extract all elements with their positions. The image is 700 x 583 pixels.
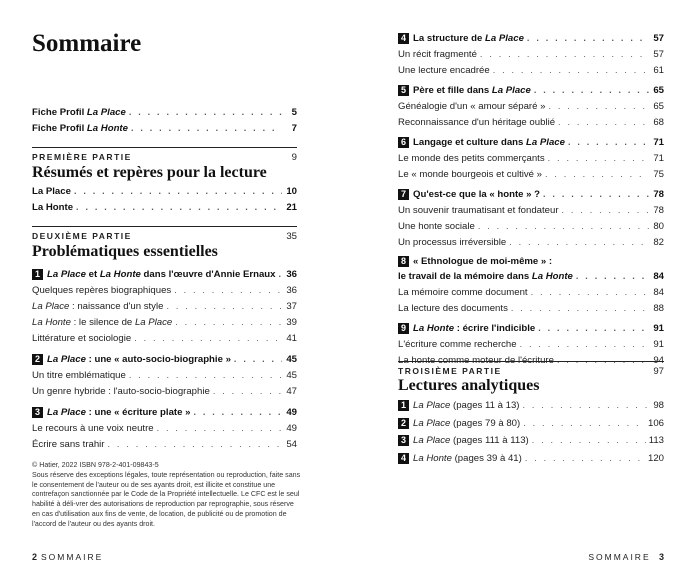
leader-dots (545, 166, 649, 182)
toc-entry[interactable] (398, 166, 664, 182)
section-number-badge: 6 (398, 137, 409, 148)
leader-dots (193, 404, 282, 420)
entry-title (398, 187, 540, 203)
title-text: Le « monde bourgeois et cultivé » (398, 169, 542, 180)
title-italic: La Place (413, 435, 451, 446)
entry-title (398, 99, 545, 115)
title-text: Généalogie d'un « amour séparé » (398, 101, 546, 112)
section-number-badge: 3 (398, 435, 409, 446)
title-text: Un processus irréversible (398, 237, 507, 248)
title-text: L'écriture comme recherche (398, 339, 517, 350)
entry-title (398, 416, 520, 432)
title-italic: La Honte (32, 317, 71, 328)
leader-dots (525, 450, 645, 466)
entry-title (32, 421, 154, 437)
page-number: 113 (648, 435, 664, 446)
footer-label: SOMMAIRE (41, 552, 104, 562)
section-heading-8-line2[interactable] (398, 268, 664, 284)
page-number: 47 (286, 386, 297, 397)
page-number: 80 (653, 221, 664, 232)
title-text: dans l'œuvre d'Annie Ernaux (140, 269, 276, 280)
toc-entry[interactable] (398, 62, 664, 78)
leader-dots (534, 82, 649, 98)
entry-title (32, 405, 190, 421)
analytic-reading-1[interactable] (398, 397, 664, 413)
title-text: La lecture des documents (398, 303, 508, 314)
part-page: 9 (291, 152, 297, 163)
toc-entry-la-honte[interactable]: La Honte . . . 21 (32, 199, 297, 215)
page-number: 37 (286, 301, 297, 312)
entry-title (398, 63, 490, 79)
title-text: Un titre emblématique (32, 370, 126, 381)
section-number-badge: 9 (398, 323, 409, 334)
section-heading-2[interactable] (32, 351, 297, 367)
section-heading-7[interactable] (398, 186, 664, 202)
page-number: 41 (286, 333, 297, 344)
entry-title (398, 337, 517, 353)
section-number-badge: 1 (398, 400, 409, 411)
part3-list (398, 397, 664, 466)
toc-entry-fiche-honte[interactable]: Fiche Profil La Honte . . . 7 (32, 120, 297, 136)
toc-entry-la-place[interactable]: La Place . . . 10 (32, 183, 297, 199)
section-number-badge: 1 (32, 269, 43, 280)
leader-dots (511, 300, 649, 316)
entry-title (398, 433, 529, 449)
toc-entry[interactable] (398, 218, 664, 234)
page-number: 45 (286, 370, 297, 381)
title-text: Reconnaissance d'un héritage oublié (398, 117, 556, 128)
leader-dots (548, 150, 649, 166)
page-number: 91 (653, 323, 664, 334)
toc-entry[interactable] (398, 202, 664, 218)
copyright-line: © Hatier, 2022 ISBN 978-2-401-09843-5 (32, 461, 159, 469)
part2-list (32, 266, 297, 452)
entry-title (32, 299, 163, 315)
leader-dots (478, 218, 649, 234)
title-text: Quelques repères biographiques (32, 285, 172, 296)
analytic-reading-3[interactable] (398, 432, 664, 448)
toc-entry[interactable] (398, 234, 664, 250)
entry-title (398, 151, 545, 167)
title-italic: La Place (413, 400, 451, 411)
leader-dots (509, 234, 649, 250)
part-header-3 (398, 361, 664, 377)
title-text: : naissance d'un style (69, 301, 164, 312)
entry-title (398, 219, 475, 235)
page-number: 21 (286, 202, 297, 213)
leader-dots (493, 62, 649, 78)
leader-dots (558, 114, 649, 130)
part-label: DEUXIÈME PARTIE (32, 231, 132, 241)
leader-dots (175, 314, 282, 330)
toc-entry[interactable] (32, 420, 297, 436)
entry-title (398, 167, 542, 183)
legal-notice (32, 461, 302, 530)
entry-title (32, 384, 210, 400)
entry-title (398, 83, 531, 99)
title-text: et (85, 269, 100, 280)
page-number: 98 (653, 400, 664, 411)
page-number: 65 (653, 85, 664, 96)
toc-entry[interactable] (398, 150, 664, 166)
entry-title (32, 368, 126, 384)
entry-title (398, 451, 522, 467)
title-text: le travail de la mémoire dans (398, 271, 532, 282)
leader-dots (527, 30, 649, 46)
leader-dots (568, 134, 649, 150)
entry-title (398, 47, 477, 63)
section-number-badge: 2 (398, 418, 409, 429)
toc-entry[interactable] (32, 383, 297, 399)
page-number: 57 (653, 33, 664, 44)
page-number: 71 (653, 153, 664, 164)
title-text: Une honte sociale (398, 221, 475, 232)
leader-dots (213, 383, 282, 399)
entry-title (32, 437, 105, 453)
leader-dots (543, 186, 649, 202)
page-number: 65 (653, 101, 664, 112)
toc-entry[interactable] (398, 98, 664, 114)
part-label: PREMIÈRE PARTIE (32, 152, 132, 162)
toc-entry-fiche-place[interactable]: Fiche Profil La Place . . . 5 (32, 104, 297, 120)
title-italic: La Place (47, 354, 86, 365)
entry-title (398, 203, 559, 219)
title-text: Une lecture encadrée (398, 65, 490, 76)
entry-title (398, 301, 508, 317)
entry-title (398, 115, 555, 131)
entry-title (398, 254, 552, 270)
title-text: La structure de (413, 33, 485, 44)
footer-left (32, 552, 103, 562)
toc-entry[interactable] (32, 314, 297, 330)
title-text: Langage et culture dans (413, 137, 527, 148)
leader-dots (480, 46, 649, 62)
toc-entry[interactable] (398, 284, 664, 300)
entry-title (398, 31, 524, 47)
title-italic: La Place (484, 33, 524, 44)
title-text: (pages 39 à 41) (451, 452, 522, 464)
page-number: 78 (653, 205, 664, 216)
footer-page-number: 3 (658, 552, 664, 562)
page-number: 84 (653, 271, 664, 282)
title-text: La honte comme moteur de l'écriture (398, 355, 554, 366)
section-number-badge: 2 (32, 354, 43, 365)
toc-entry[interactable] (398, 114, 664, 130)
entry-title (32, 352, 231, 368)
title-text: : une « auto-socio-biographie » (85, 354, 231, 365)
part-page: 35 (286, 231, 297, 242)
title-text: Un souvenir traumatisant et fondateur (398, 205, 559, 216)
leader-dots (131, 120, 282, 136)
footer-page-number: 2 (32, 552, 38, 562)
title-text: : une « écriture plate » (85, 407, 191, 418)
page-title: Sommaire (32, 30, 142, 57)
section-heading-5[interactable] (398, 82, 664, 98)
part-page: 97 (653, 366, 664, 377)
part-label: TROISIÈME PARTIE (398, 366, 502, 376)
footer-label: SOMMAIRE (588, 552, 651, 562)
page-number: 61 (653, 65, 664, 76)
entry-title (32, 315, 172, 331)
entry-title (398, 285, 528, 301)
part-heading-2: Problématiques essentielles (32, 243, 218, 260)
leader-dots (166, 298, 282, 314)
part1-list (32, 183, 297, 215)
leader-dots (157, 420, 282, 436)
leader-dots (279, 266, 283, 282)
toc-entry[interactable] (32, 282, 297, 298)
page-number: 106 (647, 417, 664, 429)
toc-entry[interactable] (398, 300, 664, 316)
leader-dots (174, 282, 282, 298)
entry-title (32, 267, 276, 283)
title-italic: La Place (47, 269, 86, 280)
section-number-badge: 3 (32, 407, 43, 418)
analytic-reading-2[interactable] (398, 415, 664, 431)
section-heading-4[interactable] (398, 30, 664, 46)
leader-dots (520, 336, 649, 352)
title-italic: La Place (32, 301, 70, 312)
page-number: 88 (653, 303, 664, 314)
page-number: 78 (653, 189, 664, 200)
leader-dots (562, 202, 649, 218)
section-heading-9[interactable] (398, 320, 664, 336)
section-number-badge: 8 (398, 256, 409, 267)
entry-title (398, 398, 520, 414)
title-text: Le monde des petits commerçants (398, 153, 545, 164)
section-heading-1[interactable] (32, 266, 297, 282)
title-text: (pages 111 à 113) (450, 435, 529, 446)
toc-entry[interactable] (32, 367, 297, 383)
page-number: 7 (291, 123, 297, 134)
title-text: : écrire l'indicible (454, 323, 536, 334)
part2-continued-list (398, 30, 664, 368)
part-header-2 (32, 226, 297, 242)
fiches-list (32, 104, 297, 136)
page-number: 39 (286, 317, 297, 328)
page-number: 45 (286, 354, 297, 365)
title-text: La mémoire comme document (398, 287, 528, 298)
section-heading-6[interactable] (398, 134, 664, 150)
title-text: Le recours à une voix neutre (32, 423, 154, 434)
leader-dots (74, 183, 282, 199)
page-number: 49 (286, 423, 297, 434)
toc-entry[interactable] (32, 330, 297, 346)
toc-entry[interactable] (398, 46, 664, 62)
page-number: 36 (286, 285, 297, 296)
analytic-reading-4[interactable] (398, 450, 664, 466)
leader-dots (523, 415, 645, 431)
page-number: 54 (286, 439, 297, 450)
legal-text: Sous réserve des exceptions légales, toute représentation ou reproduction, faite sans le consentement de l'auteur ou de ses ayants droit, est illicite et constitue une contrefaçon sanctionnée par le Code de la Propriété intellectuelle. Le CFC est le seul habilité à déli-vrer des autorisations de reproduction par reprographie, sous réserve en cas d'utilisation aux fins de vente, de location, de publicité ou de promotion de l'accord de l'auteur ou des ayants droit. (32, 470, 301, 528)
leader-dots (576, 268, 649, 284)
title-italic: La Honte (413, 323, 455, 334)
part-header-1 (32, 147, 297, 163)
footer-right (588, 552, 664, 562)
leader-dots (129, 367, 282, 383)
leader-dots (523, 397, 650, 413)
page-number: 49 (286, 407, 297, 418)
leader-dots (129, 104, 282, 120)
title-italic: La Place (413, 417, 451, 429)
section-number-badge: 5 (398, 85, 409, 96)
toc-entry[interactable] (32, 436, 297, 452)
title-text: Un récit fragmenté (398, 49, 477, 60)
title-text: : le silence de (70, 317, 135, 328)
entry-title (398, 269, 573, 285)
title-text: (pages 11 à 13) (450, 400, 520, 411)
leader-dots (76, 199, 282, 215)
title-text: Qu'est-ce que la « honte » ? (413, 189, 541, 200)
entry-title (398, 235, 506, 251)
title-italic: La Place (526, 137, 565, 148)
title-italic: La Place (47, 407, 86, 418)
toc-entry[interactable] (32, 298, 297, 314)
leader-dots (234, 351, 282, 367)
leader-dots (108, 436, 282, 452)
title-text: Littérature et sociologie (32, 333, 132, 344)
title-text: Écrire sans trahir (32, 439, 105, 450)
title-text: (pages 79 à 80) (450, 417, 521, 429)
page-number: 84 (653, 287, 664, 298)
part-heading-3: Lectures analytiques (398, 377, 540, 394)
title-text: « Ethnologue de moi-même » : (413, 256, 553, 267)
section-number-badge: 4 (398, 33, 409, 44)
title-text: Un genre hybride : l'auto-socio-biographie (32, 386, 210, 397)
title-italic: La Honte (413, 452, 452, 464)
title-italic: La Place (134, 317, 173, 328)
leader-dots (134, 330, 282, 346)
page-number: 36 (286, 269, 297, 280)
page-number: 10 (286, 186, 297, 197)
entry-title (32, 283, 171, 299)
leader-dots (532, 432, 646, 448)
section-number-badge: 7 (398, 189, 409, 200)
title-italic: La Place (491, 85, 531, 96)
entry-title (398, 135, 565, 151)
part-heading-1: Résumés et repères pour la lecture (32, 164, 267, 181)
page-number: 75 (653, 169, 664, 180)
section-number-badge: 4 (398, 453, 409, 464)
title-text: Père et fille dans (413, 85, 492, 96)
page-number: 5 (291, 107, 297, 118)
entry-title (398, 321, 535, 337)
title-italic: La Honte (99, 269, 141, 280)
page-number: 57 (653, 49, 664, 60)
page-number: 82 (653, 237, 664, 248)
page-number: 91 (653, 339, 664, 350)
page-number: 94 (653, 355, 664, 366)
section-heading-3[interactable] (32, 404, 297, 420)
title-italic: La Honte (531, 271, 573, 282)
leader-dots (531, 284, 649, 300)
toc-entry[interactable] (398, 336, 664, 352)
page-number: 120 (647, 452, 664, 464)
entry-title (32, 331, 131, 347)
page-number: 68 (653, 117, 664, 128)
leader-dots (548, 98, 649, 114)
page-number: 71 (653, 137, 664, 148)
leader-dots (538, 320, 649, 336)
